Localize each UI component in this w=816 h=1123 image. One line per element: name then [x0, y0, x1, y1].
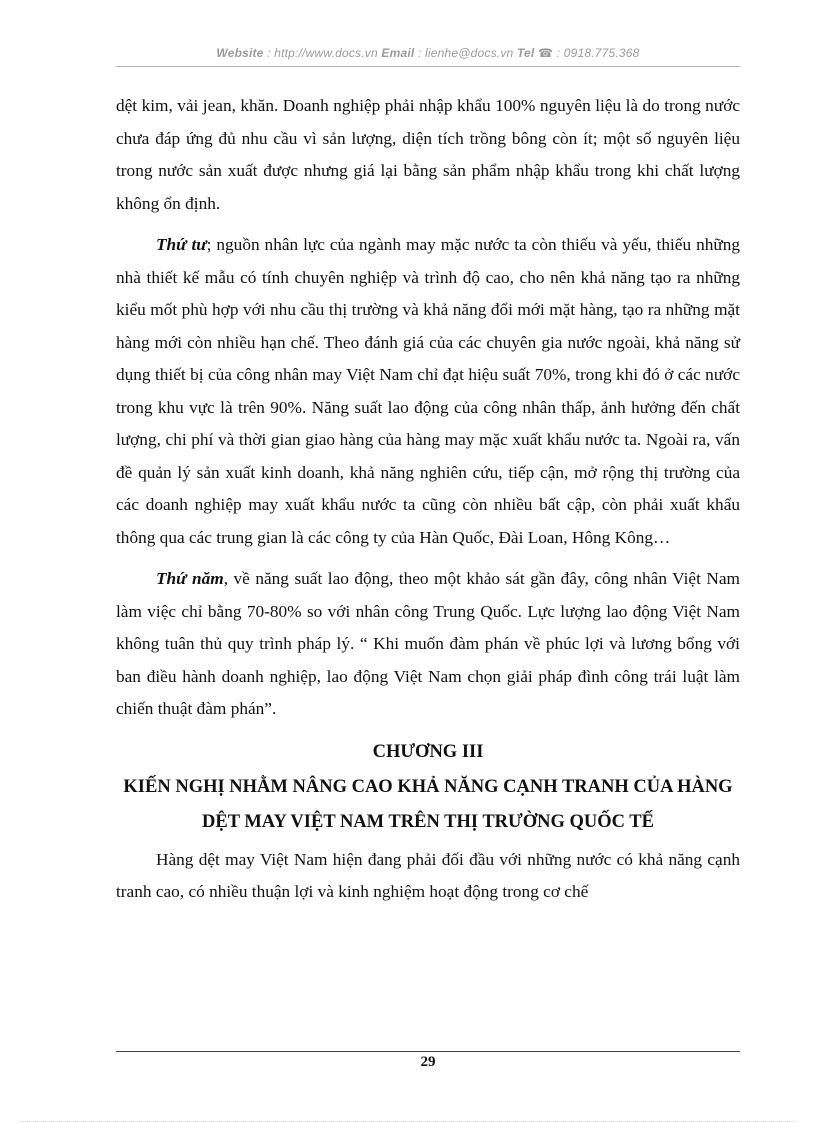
phone-icon: ☎: [537, 46, 554, 60]
paragraph-text-fifth: , về năng suất lao động, theo một khảo sát gần đây, công nhân Việt Nam làm việc chỉ bằng 70-80% so với nhân công Trung Quốc. Lực lượng lao động Việt Nam không tuân thủ quy trình pháp lý. “ Khi muốn đàm phán về phúc lợi và lương bổng với ban điều hành doanh nghiệp, lao động Việt Nam chọn giải pháp đình công trái luật làm chiến thuật đàm phán”.: [116, 569, 740, 718]
paragraph-intro: Hàng dệt may Việt Nam hiện đang phải đối đầu với những nước có khả năng cạnh tranh cao, có nhiều thuận lợi và kinh nghiệm hoạt động trong cơ chế: [116, 849, 740, 901]
paragraph-fourth-point: [116, 229, 740, 554]
paragraph-text-fourth: ; nguồn nhân lực của ngành may mặc nước ta còn thiếu và yếu, thiếu những nhà thiết kế mẫu có tính chuyên nghiệp và trình độ cao, cho nên khả năng tạo ra những kiểu mốt phù hợp với nhu cầu thị trường và khả năng đổi mới mặt hàng, tạo ra những mặt hàng mới còn nhiều hạn chế. Theo đánh giá của các chuyên gia nước ngoài, khả năng sử dụng thiết bị của công nhân may Việt Nam chỉ đạt hiệu suất 70%, trong khi đó ở các nước trong khu vực là trên 90%. Năng suất lao động của công nhân thấp, ảnh hưởng đến chất lượng, chi phí và thời gian giao hàng của hàng may mặc xuất khẩu nước ta. Ngoài ra, vấn đề quản lý sản xuất kinh doanh, khả năng nghiên cứu, tiếp cận, mở rộng thị trường của các doanh nghiệp may xuất khẩu nước ta cũng còn nhiều bất cập, còn phải xuất khẩu thông qua các trung gian là các công ty của Hàn Quốc, Đài Loan, Hông Kông…: [116, 235, 740, 547]
paragraph-fifth-point: [116, 563, 740, 726]
tel-label: Tel: [516, 46, 535, 60]
page-header: [116, 46, 740, 60]
page-bottom-edge: [20, 1121, 796, 1122]
paragraph-materials: dệt kim, vải jean, khăn. Doanh nghiệp phải nhập khẩu 100% nguyên liệu là do trong nước chưa đáp ứng đủ nhu cầu vì sản lượng, diện tích trồng bông còn ít; một số nguyên liệu trong nước sản xuất được nhưng giá lại bằng sản phẩm nhập khẩu trong khi chất lượng không ổn định.: [116, 96, 740, 213]
website-value: : http://www.docs.vn: [263, 46, 382, 60]
tel-value: : 0918.775.368: [553, 46, 640, 60]
email-label: Email: [381, 46, 415, 60]
paragraph-lead-fifth: Thứ năm: [156, 569, 224, 588]
chapter-heading: CHƯƠNG III: [372, 741, 484, 762]
email-value: : lienhe@docs.vn: [414, 46, 517, 60]
footer-divider: [116, 1051, 740, 1052]
page-number: 29: [420, 1054, 436, 1070]
paragraph-lead-fourth: Thứ tư: [156, 235, 207, 254]
chapter-title: KIẾN NGHỊ NHẰM NÂNG CAO KHẢ NĂNG CẠNH TRANH CỦA HÀNG DỆT MAY VIỆT NAM TRÊN THỊ TRƯỜNG QUỐC TẾ: [123, 776, 733, 832]
header-divider: [116, 66, 740, 67]
website-label: Website: [216, 46, 264, 60]
document-body: [116, 90, 740, 918]
